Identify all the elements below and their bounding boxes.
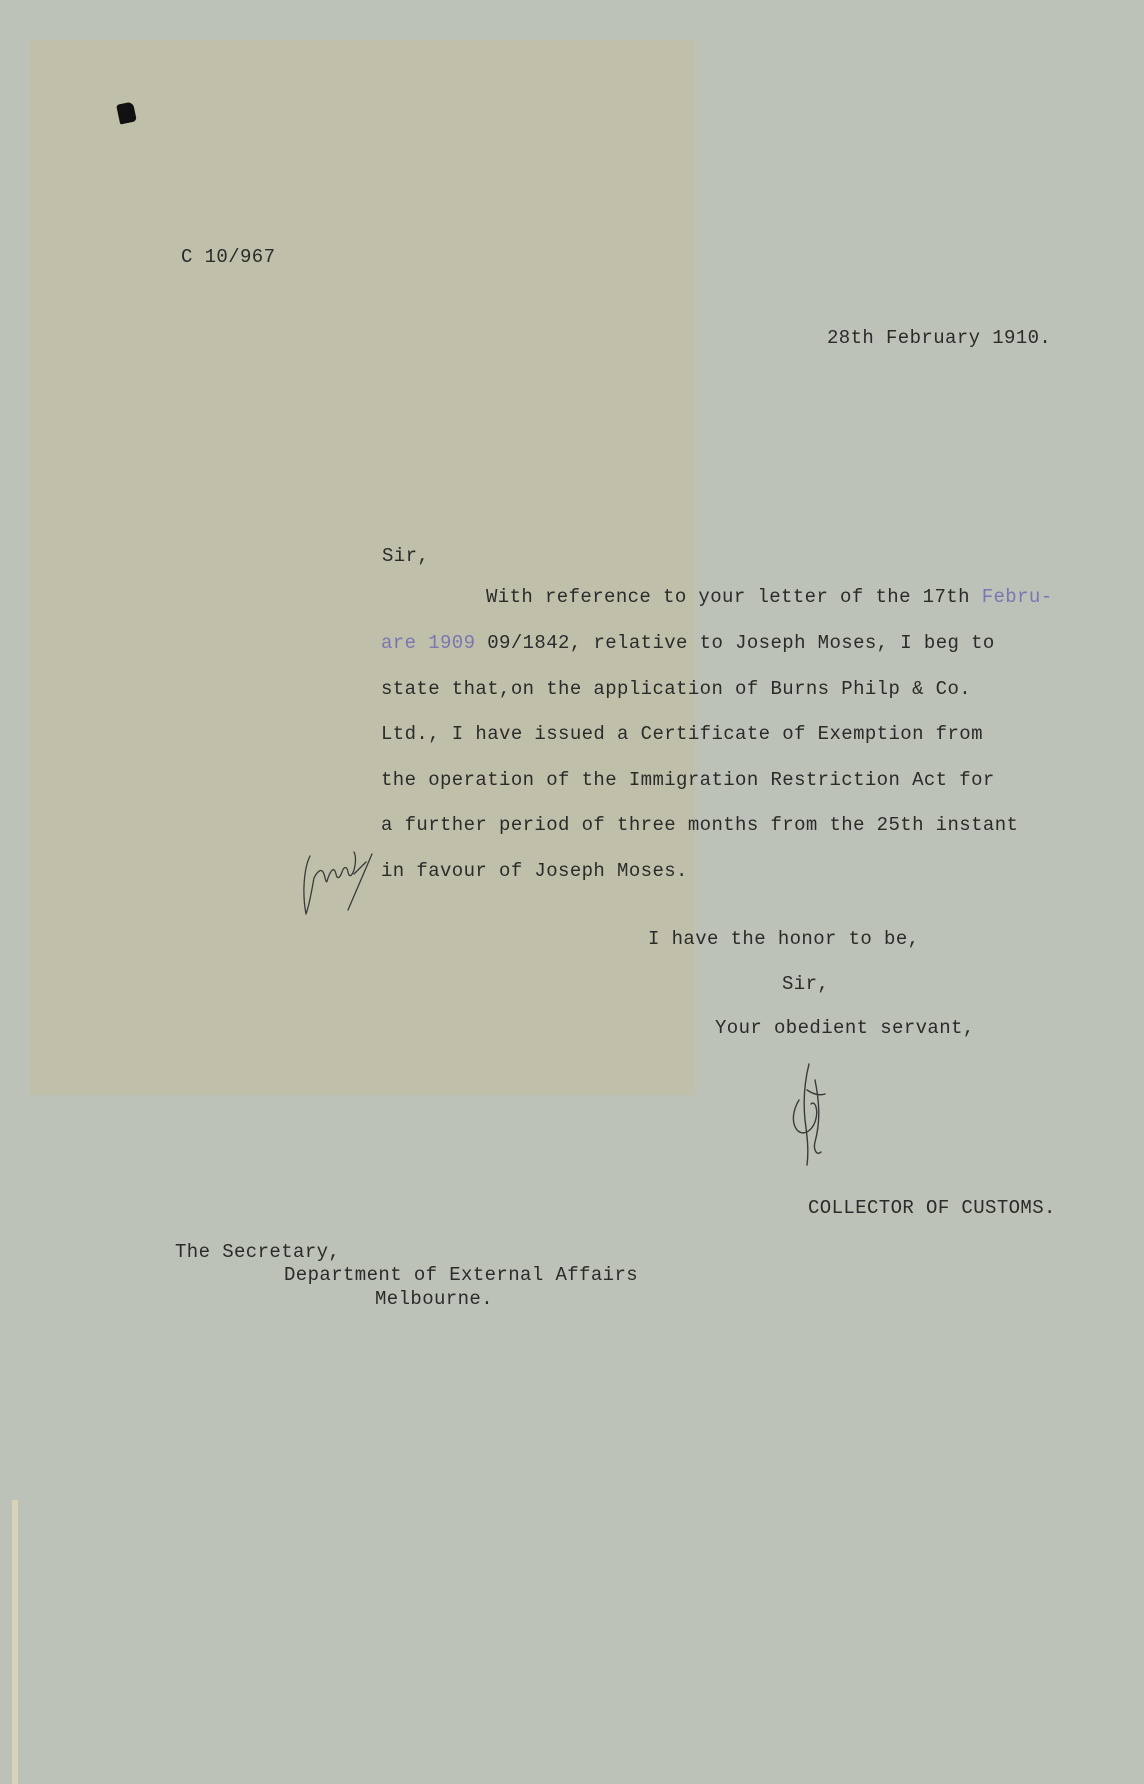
body-line-4: Ltd., I have issued a Certificate of Exemption from bbox=[381, 723, 983, 745]
body-line-7: in favour of Joseph Moses. bbox=[381, 860, 688, 882]
address-line-3: Melbourne. bbox=[375, 1288, 494, 1310]
paper-edge bbox=[12, 1500, 18, 1784]
body-line-3: state that,on the application of Burns Philp & Co. bbox=[381, 678, 972, 700]
stamped-date-part-1: Febru- bbox=[981, 586, 1053, 608]
body-line-5: the operation of the Immigration Restriction Act for bbox=[381, 769, 995, 791]
letter-date: 28th February 1910. bbox=[827, 327, 1052, 349]
margin-initials bbox=[300, 848, 375, 918]
signature-title: COLLECTOR OF CUSTOMS. bbox=[808, 1197, 1056, 1219]
body-line-2 bbox=[381, 634, 995, 653]
salutation: Sir, bbox=[382, 545, 430, 567]
body-line-1 bbox=[486, 588, 1053, 607]
address-line-2: Department of External Affairs bbox=[284, 1264, 639, 1286]
body-line-6: a further period of three months from the 25th instant bbox=[381, 814, 1019, 836]
address-line-1: The Secretary, bbox=[175, 1241, 341, 1263]
paper-stain bbox=[30, 40, 695, 1095]
closing-line-3: Your obedient servant, bbox=[715, 1017, 975, 1039]
signature bbox=[785, 1060, 835, 1170]
body-line-2-text: 09/1842, relative to Joseph Moses, I beg to bbox=[475, 632, 995, 654]
body-line-1-text: With reference to your letter of the 17th bbox=[486, 586, 982, 608]
stamped-date-part-2: are 1909 bbox=[381, 632, 476, 654]
file-reference: C 10/967 bbox=[181, 246, 276, 268]
closing-line-2: Sir, bbox=[782, 973, 830, 995]
closing-line-1: I have the honor to be, bbox=[648, 928, 920, 950]
